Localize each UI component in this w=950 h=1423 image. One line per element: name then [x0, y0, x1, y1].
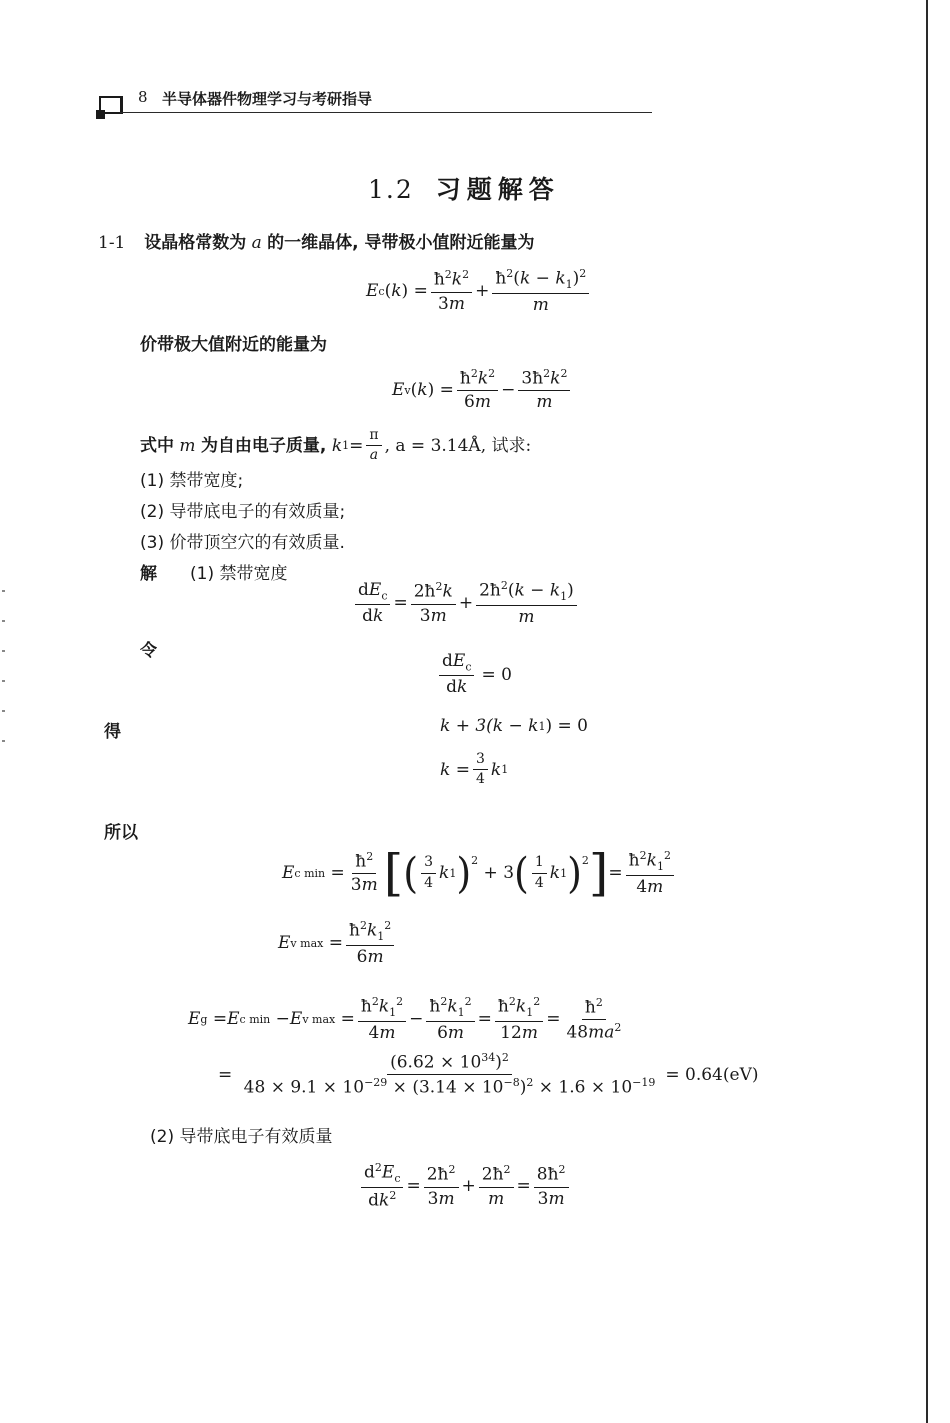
page-number: 8 — [138, 88, 148, 106]
where-desc: 为自由电子质量, — [200, 435, 327, 456]
problem-intro-line — [98, 228, 535, 253]
question-3: (3) 价带顶空穴的有效质量. — [140, 533, 345, 553]
k-eq-text: k + 3(k − k — [440, 716, 539, 736]
k-eq-tail: ) = 0 — [545, 716, 588, 736]
eq-set-zero: $\frac{dE_c}{dk}$ = 0 — [436, 652, 512, 697]
eg-result: = 0.64(eV) — [665, 1064, 759, 1085]
eq-zero-text: = 0 — [481, 664, 512, 685]
eq-dEc-dk: $\frac{dE_c}{dk}$ = $\frac{2ħ^2k}{3m}$ + $\frac{2ħ^2(k - k_1)}{m}$ — [352, 580, 580, 627]
section-heading — [368, 170, 560, 206]
where-values: , a = 3.14Å, 试求: — [384, 435, 532, 456]
solution-label: 解 — [140, 564, 157, 584]
problem-intro-rest: 的一维晶体, 导带极小值附近能量为 — [267, 233, 535, 253]
question-2: (2) 导带底电子的有效质量; — [140, 502, 346, 522]
get-label: 得 — [104, 722, 121, 742]
scan-specks — [2, 590, 5, 750]
section-number: 1.2 — [368, 175, 414, 204]
where-line — [140, 428, 531, 464]
eq-k-solution: k = $\frac{3}{4}$ k 1 — [440, 751, 509, 788]
var-a: a — [251, 233, 262, 253]
eq-eg-symbolic: E g = E c min − E v max = $\frac{ħ^2k_1^2}{4m}$ − $\frac{ħ^2k_1^2}{6m}$ = $\frac{ħ^2k_1^2}{12m}$ = $\frac{ħ^2}{48ma^2}$ — [188, 995, 622, 1044]
eq-second-derivative: $\frac{d^2E_c}{dk^2}$ = $\frac{2ħ^2}{3m}$ + $\frac{2ħ^2}{m}$ = $\frac{8ħ^2}{3m}$ — [358, 1162, 572, 1210]
solution-part1-title: (1) 禁带宽度 — [190, 564, 288, 584]
denominator-value: 48 × 9.1 × 10 — [243, 1078, 365, 1098]
eq-ec-min: E c min = $\frac{ħ^2}{3m}$ [ ( $\frac{3}{4}$ k 1 ) $^2$ + 3 ( $\frac{1}{4}$ k 1 ) $^2$ ] = $\frac{ħ^2k_1^2}{4m}$ — [282, 848, 677, 898]
header-corner-mark — [96, 110, 105, 119]
question-1: (1) 禁带宽度; — [140, 471, 244, 491]
page-edge-border — [926, 0, 928, 1423]
eq-conduction-band: E c ( k ) = $\frac{ħ^2k^2}{3m}$ + $\frac{ħ^2(k - k_1)^2}{m}$ — [366, 268, 592, 315]
eq-eg-numeric: = $\frac{(6.62 \times 10^{34})^2}{48 \times 9.1 \times 10^{-29} \times (3.14 \times 10^{-8})^2 \times 1.6 \times 10^{-19}}$ = 0.64(eV) — [218, 1051, 759, 1098]
eq-valence-band: E v ( k ) = $\frac{ħ^2k^2}{6m}$ − $\frac{3ħ^2k^2}{m}$ — [392, 368, 573, 412]
header-rule — [120, 112, 652, 113]
numerator-value: (6.62 × 10 — [390, 1052, 482, 1073]
valence-intro: 价带极大值附近的能量为 — [140, 335, 327, 355]
eq-ev-max: E v max = $\frac{ħ^2k_1^2}{6m}$ — [278, 920, 397, 967]
var-m: m — [179, 435, 196, 456]
eq-k-relation: k + 3(k − k 1 ) = 0 — [440, 716, 588, 736]
running-header-title: 半导体器件物理学习与考研指导 — [162, 90, 373, 108]
so-label: 所以 — [104, 823, 138, 843]
problem-intro: 设晶格常数为 — [144, 233, 247, 253]
k1-def: k 1 = $\frac{\pi}{a}$ — [332, 428, 385, 464]
let-label: 令 — [140, 641, 157, 661]
where-label: 式中 — [140, 435, 174, 456]
section-title: 习题解答 — [435, 175, 560, 204]
problem-id: 1-1 — [98, 233, 126, 253]
solution-part2-title: (2) 导带底电子有效质量 — [150, 1127, 333, 1147]
